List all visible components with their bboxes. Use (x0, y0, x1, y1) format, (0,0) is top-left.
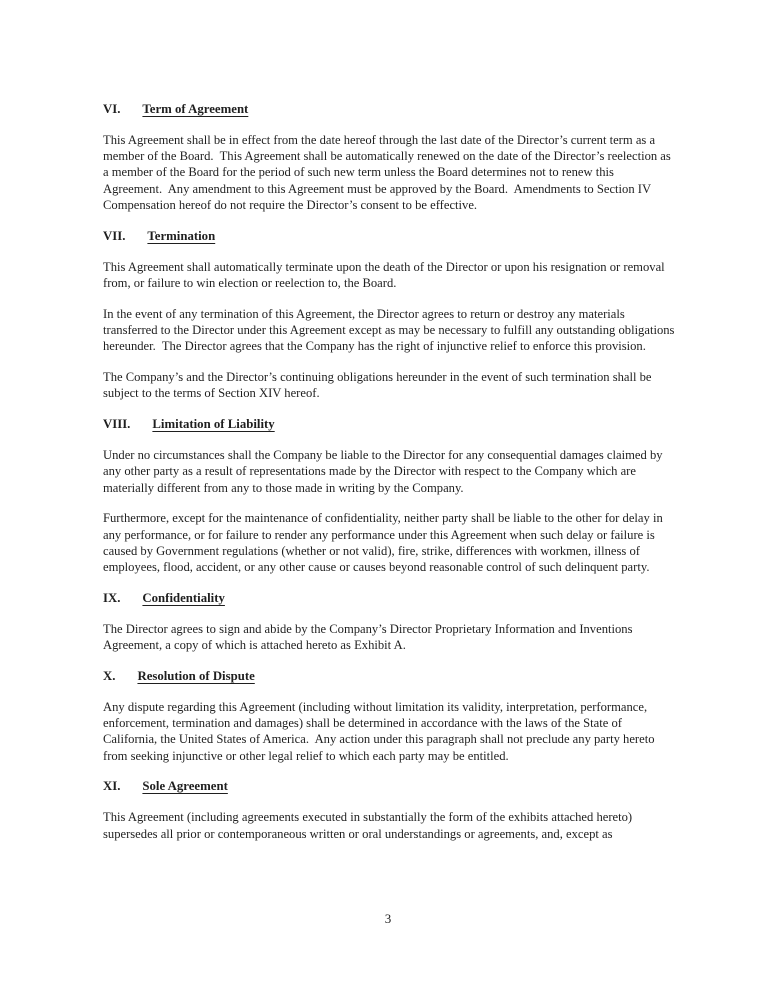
section-numeral: VI. (103, 102, 121, 116)
paragraph: This Agreement shall automatically terminate upon the death of the Director or upon his resignation or removal from, or failure to win election or reelection to, the Board. (103, 259, 668, 290)
section-heading (103, 590, 675, 606)
section-title: Sole Agreement (142, 779, 228, 794)
section-heading (103, 778, 675, 794)
section-title: Confidentiality (142, 591, 225, 606)
section-numeral: IX. (103, 591, 121, 606)
section-heading (103, 668, 675, 684)
paragraph: In the event of any termination of this Agreement, the Director agrees to return or destroy any materials transferred to the Director under this Agreement except as may be necessary to fulfill any outstanding obligations hereunder. The Director agrees that the Company has the right of injunctive relief to enforce this provision. (103, 306, 678, 354)
section-confidentiality (103, 590, 675, 653)
section-sole-agreement (103, 778, 675, 841)
paragraph: This Agreement (including agreements executed in substantially the form of the exhibits attached hereto) supersedes all prior or contemporaneous written or oral understandings or agreements, and, except as (103, 810, 636, 841)
paragraph: The Company’s and the Director’s continuing obligations hereunder in the event of such termination shall be subject to the terms of Section XIV hereof. (103, 370, 655, 401)
section-limitation-of-liability (103, 416, 675, 575)
section-title: Limitation of Liability (152, 417, 275, 432)
section-numeral: X. (103, 668, 116, 683)
paragraph: This Agreement shall be in effect from the date hereof through the last date of the Director’s current term as a member of the Board. This Agreement shall be automatically renewed on the date of the Director’s reelection as a member of the Board for the period of such new term unless the Board determines not to renew this Agreement. Any amendment to this Agreement must be approved by the Board. Amendments to Section IV Compensation hereof do not require the Director’s consent to be effective. (103, 132, 674, 212)
paragraph: The Director agrees to sign and abide by the Company’s Director Proprietary Information and Inventions Agreement, a copy of which is attached hereto as Exhibit A. (103, 621, 635, 653)
section-heading (103, 416, 675, 432)
section-numeral: XI. (103, 779, 121, 794)
section-heading (103, 101, 675, 117)
section-numeral: VII. (103, 228, 126, 243)
section-title: Term of Agreement (142, 102, 249, 116)
page-number: 3 (384, 911, 392, 926)
section-title: Resolution of Dispute (137, 668, 255, 683)
paragraph: Any dispute regarding this Agreement (including without limitation its validity, interpretation, performance, enforcement, termination and damages) shall be determined in accordance with the laws of the State of California, the United States of America. Any action under this paragraph shall not preclude any party hereto from seeking injunctive or other legal relief to which each party may be entitled. (103, 699, 658, 763)
section-numeral: VIII. (103, 417, 131, 432)
section-title: Termination (147, 228, 216, 243)
section-heading (103, 228, 675, 244)
paragraph: Furthermore, except for the maintenance of confidentiality, neither party shall be liable to the other for delay in any performance, or for failure to render any performance under this Agreement when such delay or failure is caused by Government regulations (whether or not valid), fire, strike, differences with workmen, illness of employees, flood, accident, or any other cause or causes beyond reasonable control of such delinquent party. (103, 511, 666, 575)
section-term-of-agreement (103, 101, 675, 213)
section-resolution-of-dispute (103, 668, 675, 764)
section-termination (103, 228, 678, 402)
paragraph: Under no circumstances shall the Company be liable to the Director for any consequential damages claimed by any other party as a result of representations made by the Director with respect to the Company which are materially different from any to those made in writing by the Company. (103, 447, 666, 495)
